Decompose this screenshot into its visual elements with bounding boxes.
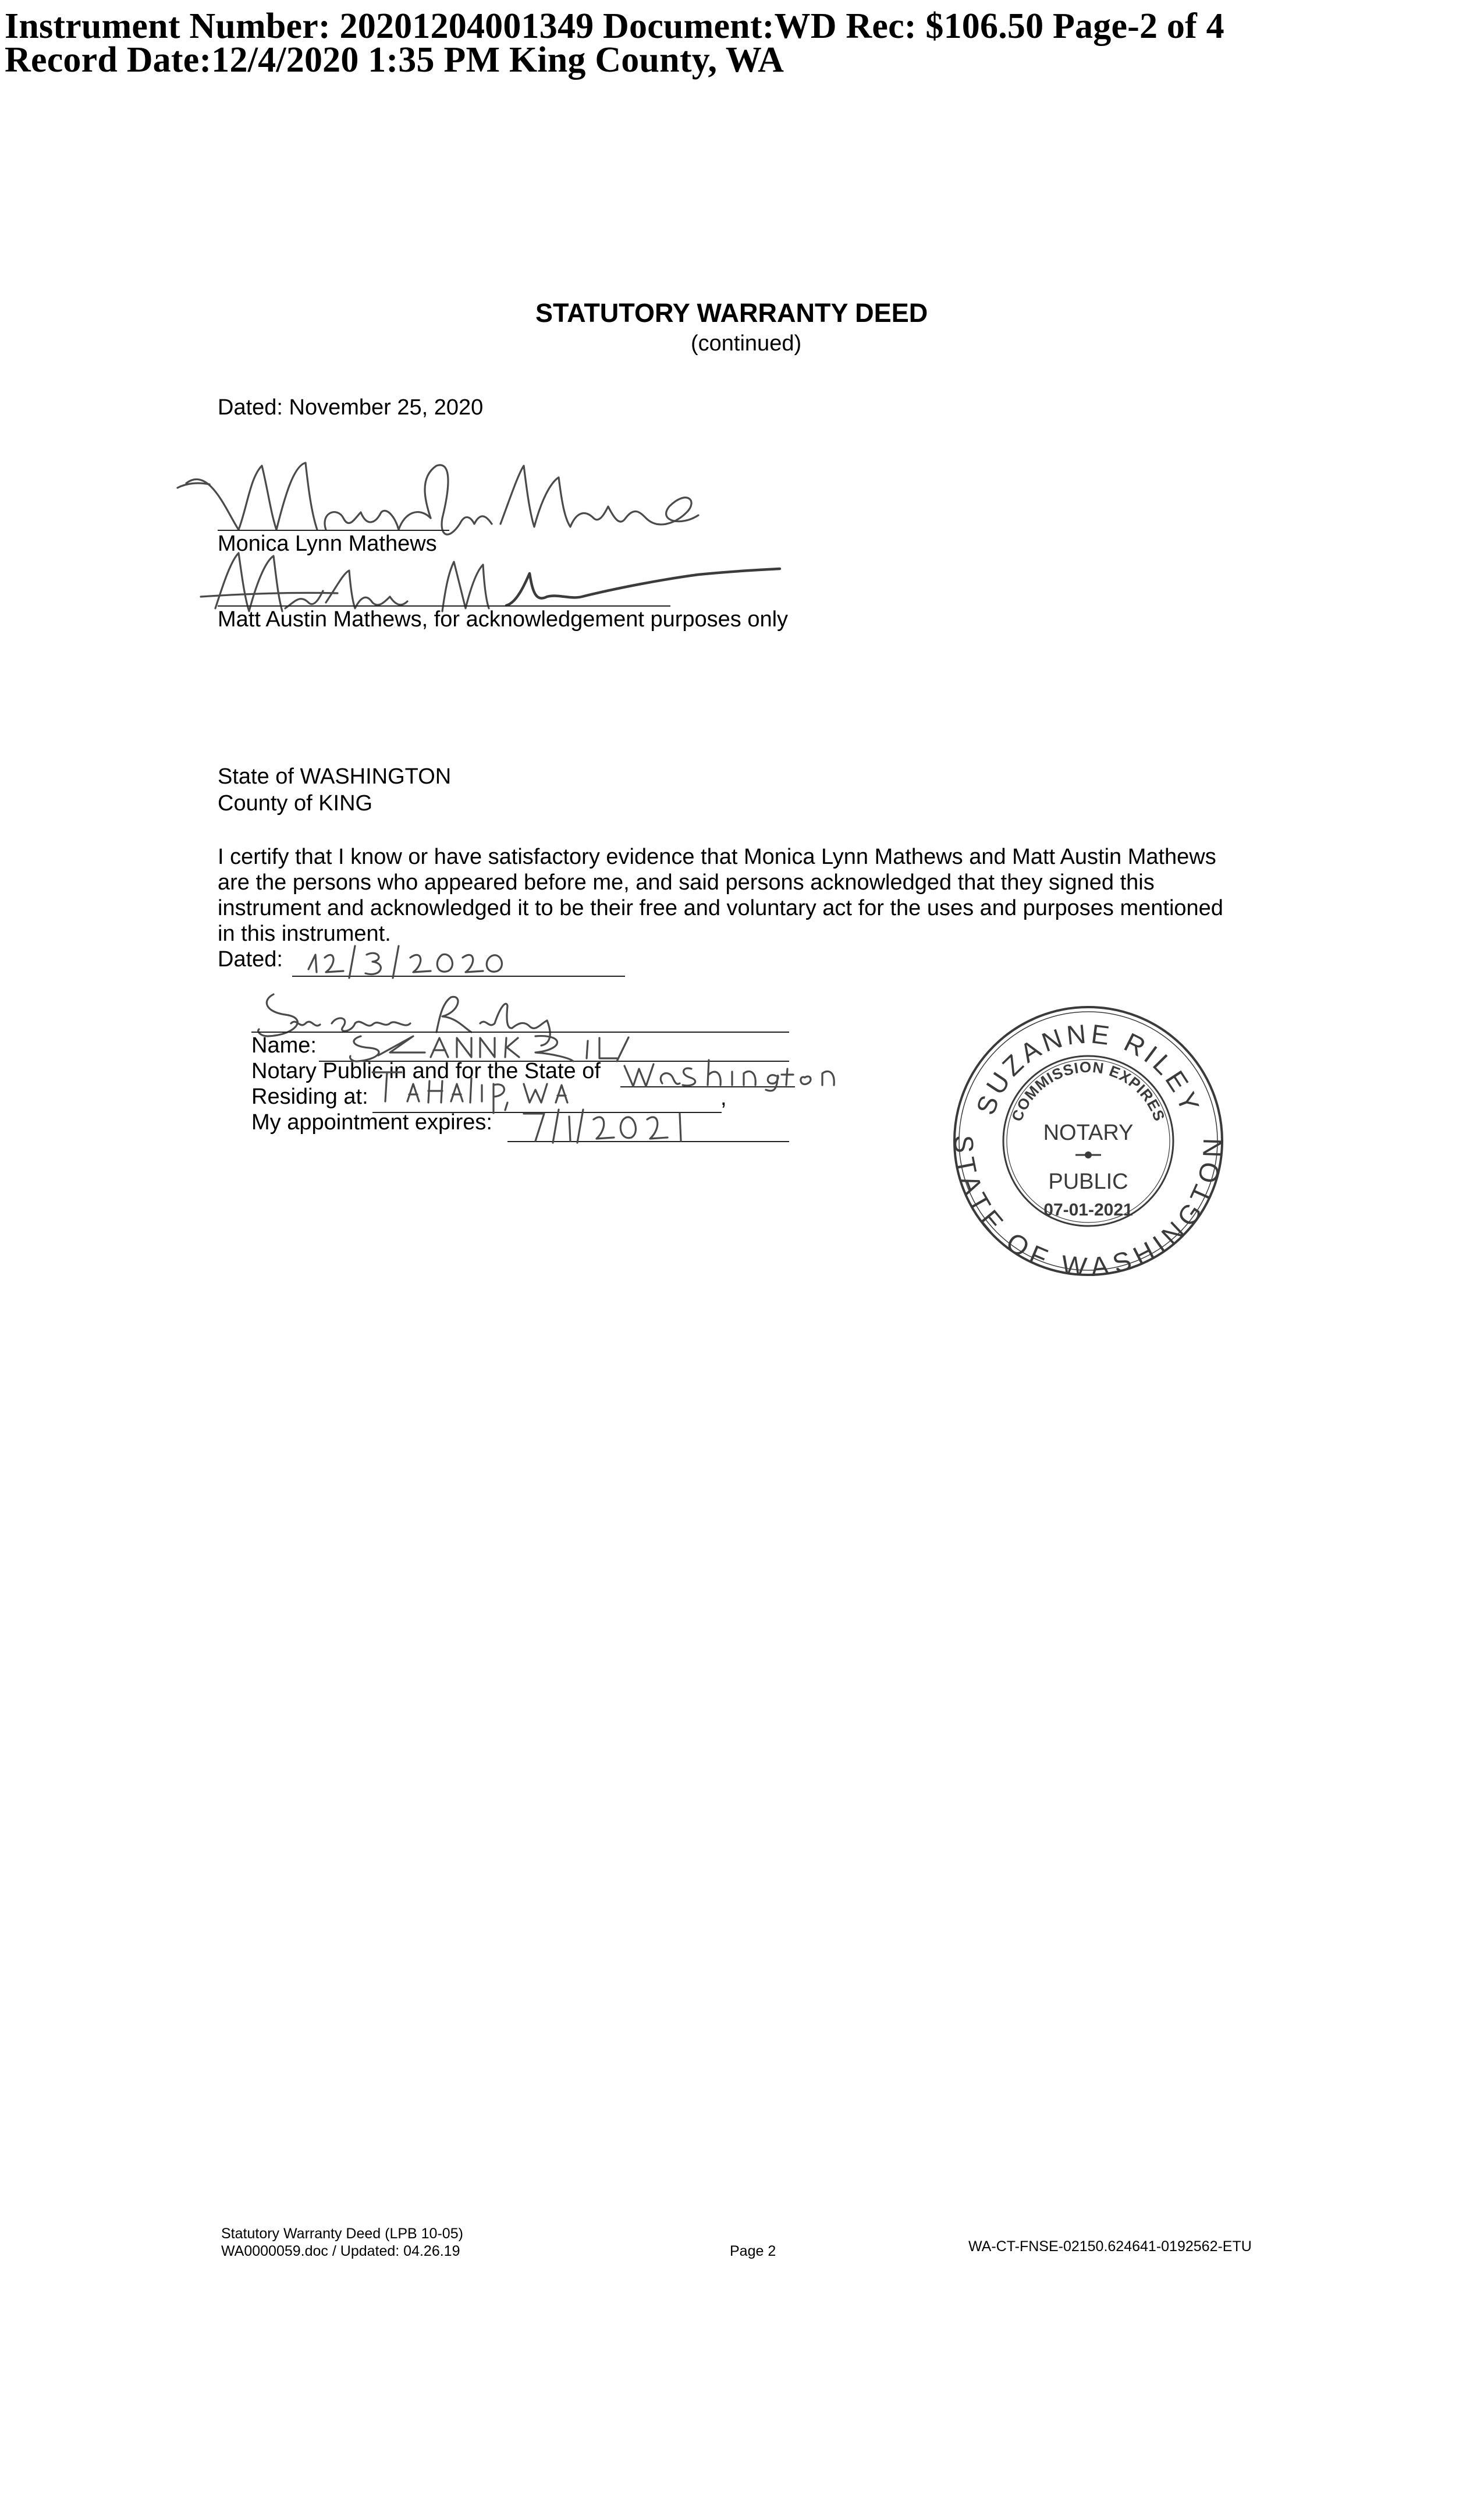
notary-seal-top-arc: SUZANNE RILEY bbox=[970, 1018, 1207, 1119]
state-line: State of WASHINGTON bbox=[218, 764, 452, 789]
notary-seal-divider bbox=[1075, 1151, 1101, 1158]
notary-seal-center-top: NOTARY bbox=[1043, 1121, 1134, 1145]
notary-state-handwriting bbox=[622, 1051, 854, 1092]
monica-signature-caption: Monica Lynn Mathews bbox=[218, 531, 437, 556]
acknowledgement-line-4: in this instrument. bbox=[218, 922, 391, 946]
notary-seal-bottom-arc: STATE OF WASHINGTON bbox=[949, 1135, 1229, 1282]
notary-expires-label: My appointment expires: bbox=[251, 1110, 492, 1135]
notary-seal-date: 07-01-2021 bbox=[1043, 1200, 1133, 1220]
county-line: County of KING bbox=[218, 791, 373, 816]
matt-signature-caption: Matt Austin Mathews, for acknowledgement purposes only bbox=[218, 607, 789, 632]
notary-seal-inner-arc: COMMISSION EXPIRES bbox=[1008, 1058, 1169, 1124]
recording-header-line-1: Instrument Number: 20201204001349 Document:WD Rec: $106.50 Page-2 of 4 bbox=[5, 6, 1224, 46]
notary-residing-label: Residing at: bbox=[251, 1085, 368, 1109]
acknowledgement-line-3: instrument and acknowledged it to be their free and voluntary act for the uses and purposes mentioned bbox=[218, 896, 1223, 920]
notary-residing-comma: , bbox=[720, 1086, 727, 1110]
dated-line: Dated: November 25, 2020 bbox=[218, 395, 484, 420]
footer-form-name: Statutory Warranty Deed (LPB 10-05) bbox=[221, 2226, 463, 2242]
footer-page-label: Page 2 bbox=[730, 2243, 776, 2259]
notary-dated-handwriting bbox=[303, 937, 512, 981]
notary-name-label: Name: bbox=[251, 1033, 317, 1058]
document-subtitle: (continued) bbox=[691, 331, 802, 356]
acknowledgement-line-1: I certify that I know or have satisfactory evidence that Monica Lynn Mathews and Matt Austin Mathews bbox=[218, 845, 1216, 869]
notary-dated-label: Dated: bbox=[218, 947, 283, 972]
notary-seal-center-bottom: PUBLIC bbox=[1048, 1170, 1128, 1194]
notary-expires-handwriting bbox=[512, 1105, 710, 1146]
footer-reference: WA-CT-FNSE-02150.624641-0192562-ETU bbox=[968, 2238, 1252, 2255]
footer-file-info: WA0000059.doc / Updated: 04.26.19 bbox=[221, 2243, 460, 2259]
notary-state-label: Notary Public in and for the State of bbox=[251, 1059, 601, 1083]
document-title: STATUTORY WARRANTY DEED bbox=[535, 298, 928, 328]
notary-seal bbox=[944, 997, 1233, 1285]
acknowledgement-line-2: are the persons who appeared before me, and said persons acknowledged that they signed this bbox=[218, 870, 1155, 895]
recording-header-line-2: Record Date:12/4/2020 1:35 PM King County, WA bbox=[5, 40, 784, 80]
